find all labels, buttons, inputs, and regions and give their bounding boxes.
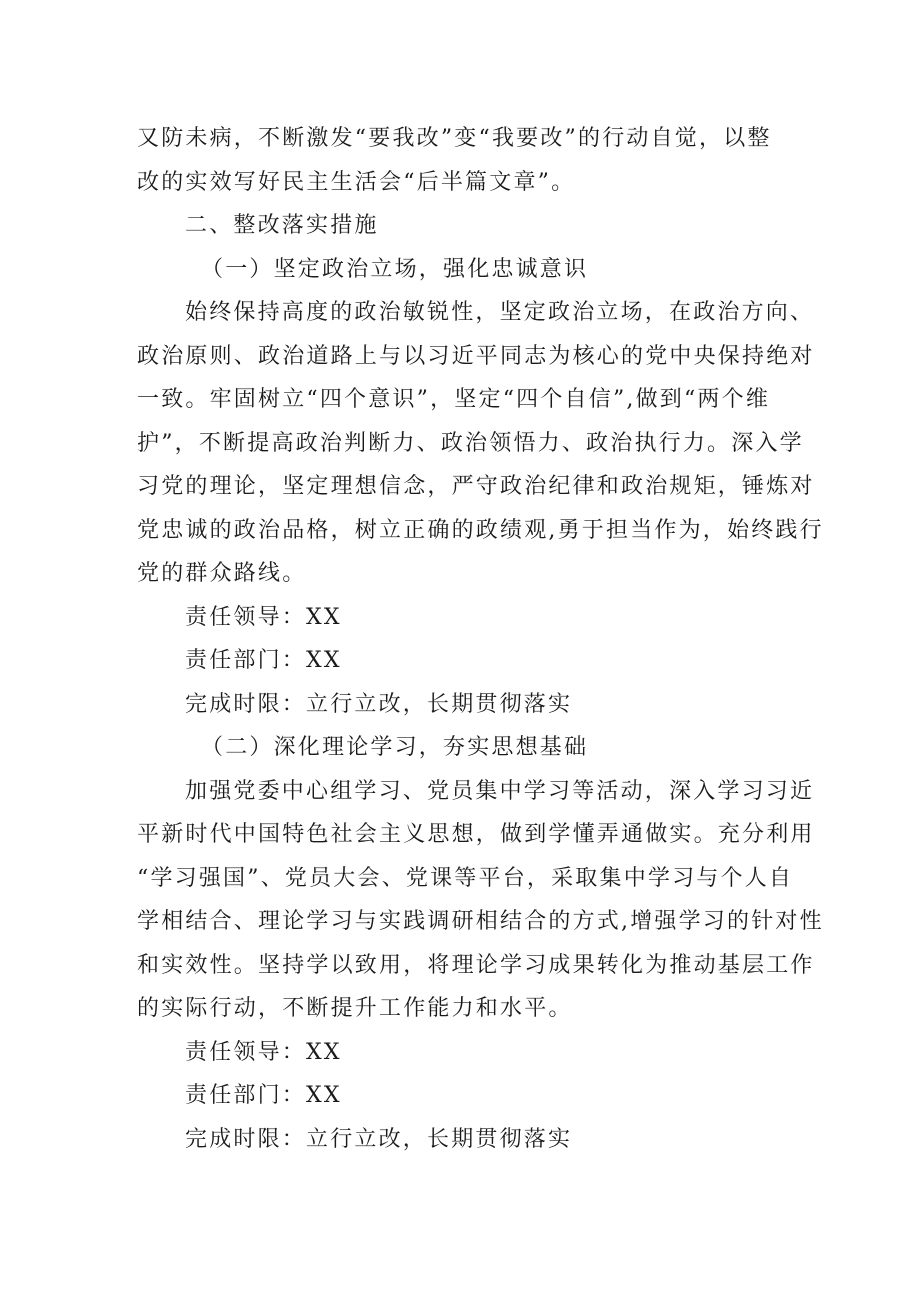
section-heading: 二、整改落实措施 [185,213,379,238]
responsible-leader: 责任领导：XX [185,604,342,630]
paragraph-line: 和实效性。坚持学以致用，将理论学习成果转化为推动基层工作 [137,952,815,978]
responsible-department: 责任部门：XX [185,1083,342,1108]
paragraph-line: 习党的理论，坚定理想信念，严守政治纪律和政治规矩，锤炼对 [137,474,815,499]
paragraph-line: 一致。牢固树立“四个意识”，坚定“四个自信”,做到“两个维 [137,387,771,412]
paragraph-line: 加强党委中心组学习、党员集中学习等活动，深入学习习近 [185,778,815,804]
paragraph-line: 的实际行动，不断提升工作能力和水平。 [137,996,573,1021]
document-body [137,117,824,1161]
intro-line: 改的实效写好民主生活会“后半篇文章”。 [137,169,576,195]
paragraph-line: “学习强国”、党员大会、党课等平台，采取集中学习与个人自 [137,865,794,891]
paragraph-line: 护”，不断提高政治判断力、政治领悟力、政治执行力。深入学 [137,430,804,456]
paragraph-line: 政治原则、政治道路上与以习近平同志为核心的党中央保持绝对 [137,343,815,369]
subsection-heading: （二）深化理论学习，夯实思想基础 [201,735,589,760]
paragraph-line: 平新时代中国特色社会主义思想，做到学懂弄通做实。充分利用 [137,822,815,847]
completion-deadline: 完成时限：立行立改，长期贯彻落实 [185,691,573,717]
paragraph-line: 党的群众路线。 [137,561,307,586]
paragraph-line: 学相结合、理论学习与实践调研相结合的方式,增强学习的针对性 [137,909,824,934]
completion-deadline: 完成时限：立行立改，长期贯彻落实 [185,1126,573,1152]
paragraph-line: 始终保持高度的政治敏锐性，坚定政治立场，在政治方向、 [185,300,815,325]
intro-line: 又防未病，不断激发“要我改”变“我要改”的行动自觉，以整 [137,126,772,151]
subsection-heading: （一）坚定政治立场，强化忠诚意识 [201,256,589,282]
responsible-department: 责任部门：XX [185,648,342,673]
responsible-leader: 责任领导：XX [185,1039,342,1065]
paragraph-line: 党忠诚的政治品格，树立正确的政绩观,勇于担当作为，始终践行 [137,517,824,543]
